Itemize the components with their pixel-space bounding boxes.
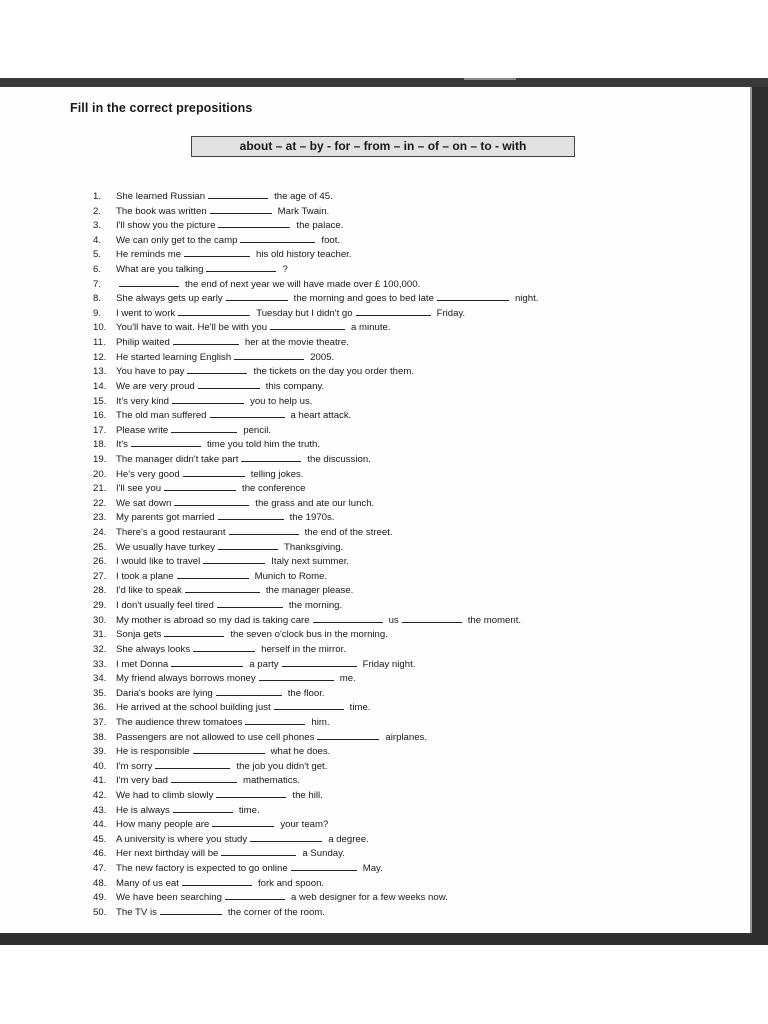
scan-bottom-border	[0, 933, 768, 945]
exercise-item	[93, 599, 538, 614]
item-number: 32.	[93, 643, 107, 655]
item-text: Daria's books are lying	[116, 687, 213, 699]
answer-blank[interactable]	[131, 438, 201, 447]
answer-blank[interactable]	[218, 511, 284, 520]
item-text: the corner of the room.	[227, 906, 325, 918]
item-number: 4.	[93, 234, 102, 246]
exercise-item	[93, 774, 538, 789]
exercise-item	[93, 497, 538, 512]
item-text: the conference	[242, 483, 306, 495]
answer-blank[interactable]	[119, 278, 179, 287]
item-text: 2005.	[310, 351, 335, 363]
item-text: The TV is	[116, 906, 157, 918]
item-text: There's a good restaurant	[116, 527, 226, 539]
answer-blank[interactable]	[182, 877, 252, 886]
exercise-item	[93, 891, 538, 906]
answer-blank[interactable]	[282, 658, 357, 667]
item-text: Tuesday but I didn't go	[256, 307, 353, 319]
item-number: 6.	[93, 264, 102, 276]
item-number: 29.	[93, 600, 107, 612]
item-text: time you told him the truth.	[206, 439, 321, 451]
item-number: 41.	[93, 775, 107, 787]
exercise-item	[93, 584, 538, 599]
answer-blank[interactable]	[221, 847, 296, 856]
exercise-item	[93, 658, 538, 673]
item-text: Please write	[116, 424, 169, 436]
item-text: the palace.	[296, 220, 344, 232]
exercise-item	[93, 365, 538, 380]
item-text: mathematics.	[242, 775, 301, 787]
item-text: It's	[116, 439, 128, 451]
scan-right-border	[752, 87, 768, 933]
answer-blank[interactable]	[437, 292, 509, 301]
item-text: time.	[349, 702, 371, 714]
answer-blank[interactable]	[198, 380, 260, 389]
item-text: you to help us.	[250, 395, 313, 407]
item-text: I met Donna	[116, 658, 169, 670]
item-number: 2.	[93, 205, 102, 217]
exercise-item	[93, 716, 538, 731]
item-text: pencil.	[243, 424, 271, 436]
exercise-item	[93, 482, 538, 497]
item-text: a degree.	[328, 833, 369, 845]
exercise-item	[93, 351, 538, 366]
item-number: 23.	[93, 512, 107, 524]
item-text: We are very proud	[116, 380, 195, 392]
item-text: the job you didn't get.	[236, 760, 328, 772]
exercise-list	[93, 190, 538, 920]
item-number: 8.	[93, 293, 102, 305]
answer-blank[interactable]	[234, 351, 304, 360]
item-text: a heart attack.	[290, 410, 352, 422]
answer-blank[interactable]	[216, 687, 282, 696]
item-text: the grass and ate our lunch.	[255, 497, 375, 509]
item-text: He arrived at the school building just	[116, 702, 271, 714]
item-text: Friday.	[436, 307, 466, 319]
scan-top-border	[0, 78, 768, 87]
item-text: him.	[311, 716, 330, 728]
exercise-item	[93, 789, 538, 804]
item-text: a web designer for a few weeks now.	[290, 892, 448, 904]
item-text: I took a plane	[116, 570, 174, 582]
item-number: 27.	[93, 570, 107, 582]
exercise-item	[93, 336, 538, 351]
item-text: Thanksgiving.	[284, 541, 344, 553]
exercise-item	[93, 833, 538, 848]
answer-blank[interactable]	[259, 672, 334, 681]
item-number: 42.	[93, 789, 107, 801]
item-text: He is responsible	[116, 746, 190, 758]
item-number: 25.	[93, 541, 107, 553]
item-text: the tickets on the day you order them.	[253, 366, 414, 378]
answer-blank[interactable]	[178, 307, 250, 316]
exercise-item	[93, 307, 538, 322]
item-text: How many people are	[116, 819, 210, 831]
exercise-item	[93, 438, 538, 453]
answer-blank[interactable]	[203, 555, 265, 564]
answer-blank[interactable]	[250, 833, 322, 842]
item-text: a Sunday.	[302, 848, 345, 860]
item-number: 10.	[93, 322, 107, 334]
exercise-item	[93, 511, 538, 526]
item-number: 31.	[93, 629, 107, 641]
exercise-item	[93, 862, 538, 877]
exercise-item	[93, 687, 538, 702]
item-text: Mark Twain.	[277, 205, 330, 217]
exercise-item	[93, 541, 538, 556]
answer-blank[interactable]	[187, 365, 247, 374]
answer-blank[interactable]	[241, 453, 301, 462]
item-text: your team?	[280, 819, 329, 831]
answer-blank[interactable]	[155, 760, 230, 769]
answer-blank[interactable]	[173, 804, 233, 813]
exercise-item	[93, 847, 538, 862]
answer-blank[interactable]	[402, 614, 462, 623]
item-number: 33.	[93, 658, 107, 670]
item-text: My mother is abroad so my dad is taking care	[116, 614, 310, 626]
item-number: 47.	[93, 863, 107, 875]
exercise-item	[93, 248, 538, 263]
item-number: 37.	[93, 716, 107, 728]
answer-blank[interactable]	[177, 570, 249, 579]
item-text: The new factory is expected to go online	[116, 863, 288, 875]
item-text: her at the movie theatre.	[244, 337, 349, 349]
exercise-item	[93, 701, 538, 716]
exercise-item	[93, 292, 538, 307]
item-text: ?	[282, 264, 288, 276]
worksheet-title: Fill in the correct prepositions	[70, 101, 253, 115]
item-number: 16.	[93, 410, 107, 422]
exercise-item	[93, 818, 538, 833]
answer-blank[interactable]	[185, 584, 260, 593]
item-text: the moment.	[467, 614, 522, 626]
item-number: 50.	[93, 906, 107, 918]
item-number: 43.	[93, 804, 107, 816]
item-text: I'll show you the picture	[116, 220, 216, 232]
exercise-item	[93, 526, 538, 541]
item-text: The audience threw tomatoes	[116, 716, 243, 728]
item-number: 3.	[93, 220, 102, 232]
item-text: She learned Russian	[116, 191, 206, 202]
item-number: 34.	[93, 673, 107, 685]
item-number: 19.	[93, 453, 107, 465]
item-number: 18.	[93, 439, 107, 451]
exercise-item	[93, 190, 538, 205]
answer-blank[interactable]	[210, 205, 272, 214]
exercise-item	[93, 234, 538, 249]
item-text: It's very kind	[116, 395, 170, 407]
item-number: 7.	[93, 278, 102, 290]
exercise-item	[93, 760, 538, 775]
item-text: The manager didn't take part	[116, 453, 239, 465]
item-text: the manager please.	[265, 585, 354, 597]
item-text: Italy next summer.	[271, 556, 350, 568]
item-text: a minute.	[351, 322, 391, 334]
exercise-item	[93, 263, 538, 278]
scan-mark	[464, 78, 516, 80]
item-text: We sat down	[116, 497, 172, 509]
exercise-item	[93, 731, 538, 746]
item-text: Munich to Rome.	[254, 570, 328, 582]
item-text: You have to pay	[116, 366, 185, 378]
answer-blank[interactable]	[183, 468, 245, 477]
item-text: Friday night.	[362, 658, 416, 670]
item-text: We had to climb slowly	[116, 789, 214, 801]
item-text: I'll see you	[116, 483, 162, 495]
answer-blank[interactable]	[164, 482, 236, 491]
exercise-item	[93, 468, 538, 483]
item-text: airplanes.	[385, 731, 428, 743]
exercise-item	[93, 555, 538, 570]
item-text: You'll have to wait. He'll be with you	[116, 322, 268, 334]
item-number: 46.	[93, 848, 107, 860]
answer-blank[interactable]	[291, 862, 357, 871]
exercise-item	[93, 570, 538, 585]
item-number: 35.	[93, 687, 107, 699]
item-text: the hill.	[292, 789, 323, 801]
item-text: the end of the street.	[304, 527, 393, 539]
answer-blank[interactable]	[193, 745, 265, 754]
item-text: The book was written	[116, 205, 207, 217]
answer-blank[interactable]	[171, 774, 237, 783]
answer-blank[interactable]	[171, 658, 243, 667]
item-number: 48.	[93, 877, 107, 889]
item-text: Philip waited	[116, 337, 170, 349]
answer-blank[interactable]	[208, 190, 268, 199]
item-text: We usually have turkey	[116, 541, 216, 553]
answer-blank[interactable]	[240, 234, 315, 243]
item-text: I'd like to speak	[116, 585, 182, 597]
exercise-item	[93, 672, 538, 687]
answer-blank[interactable]	[218, 219, 290, 228]
answer-blank[interactable]	[274, 701, 344, 710]
item-text: the morning.	[288, 600, 343, 612]
exercise-item	[93, 278, 538, 293]
answer-blank[interactable]	[206, 263, 276, 272]
item-text: Her next birthday will be	[116, 848, 219, 860]
item-text: what he does.	[270, 746, 331, 758]
exercise-item	[93, 614, 538, 629]
item-number: 5.	[93, 249, 102, 261]
answer-blank[interactable]	[174, 497, 249, 506]
item-text: Sonja gets	[116, 629, 162, 641]
item-number: 20.	[93, 468, 107, 480]
item-number: 15.	[93, 395, 107, 407]
exercise-item	[93, 804, 538, 819]
item-number: 21.	[93, 483, 107, 495]
item-text: the age of 45.	[274, 191, 333, 202]
item-text: I went to work	[116, 307, 176, 319]
exercise-item	[93, 395, 538, 410]
item-text: He started learning English	[116, 351, 232, 363]
item-number: 24.	[93, 527, 107, 539]
item-text: I'm sorry	[116, 760, 153, 772]
answer-blank[interactable]	[216, 789, 286, 798]
item-text: A university is where you study	[116, 833, 248, 845]
item-text: He reminds me	[116, 249, 182, 261]
answer-blank[interactable]	[160, 906, 222, 915]
exercise-item	[93, 745, 538, 760]
item-text: We have been searching	[116, 892, 222, 904]
item-text: the morning and goes to bed late	[293, 293, 434, 305]
item-number: 44.	[93, 819, 107, 831]
item-text: this company.	[265, 380, 325, 392]
exercise-item	[93, 219, 538, 234]
item-text: the 1970s.	[289, 512, 335, 524]
item-text: May.	[362, 863, 383, 875]
answer-blank[interactable]	[229, 526, 299, 535]
exercise-item	[93, 628, 538, 643]
item-text: a party	[249, 658, 279, 670]
item-text: the end of next year we will have made over £ 100,000.	[185, 278, 421, 290]
answer-blank[interactable]	[217, 599, 283, 608]
answer-blank[interactable]	[245, 716, 305, 725]
item-text: me.	[339, 673, 356, 685]
item-number: 13.	[93, 366, 107, 378]
answer-blank[interactable]	[171, 424, 237, 433]
item-number: 14.	[93, 380, 107, 392]
item-text: the seven o'clock bus in the morning.	[230, 629, 388, 641]
item-number: 49.	[93, 892, 107, 904]
item-text: We can only get to the camp	[116, 234, 238, 246]
item-number: 45.	[93, 833, 107, 845]
item-number: 26.	[93, 556, 107, 568]
exercise-item	[93, 380, 538, 395]
answer-blank[interactable]	[164, 628, 224, 637]
item-number: 9.	[93, 307, 102, 319]
item-number: 22.	[93, 497, 107, 509]
item-text: I would like to travel	[116, 556, 201, 568]
exercise-item	[93, 321, 538, 336]
item-text: He is always	[116, 804, 170, 816]
item-number: 39.	[93, 746, 107, 758]
answer-blank[interactable]	[193, 643, 255, 652]
item-number: 28.	[93, 585, 107, 597]
answer-blank[interactable]	[317, 731, 379, 740]
exercise-item	[93, 643, 538, 658]
answer-blank[interactable]	[226, 292, 288, 301]
answer-blank[interactable]	[225, 891, 285, 900]
item-text: the discussion.	[307, 453, 371, 465]
answer-blank[interactable]	[270, 321, 345, 330]
item-text: I don't usually feel tired	[116, 600, 214, 612]
item-text: What are you talking	[116, 264, 204, 276]
item-text: us	[388, 614, 399, 626]
item-text: the floor.	[287, 687, 325, 699]
word-bank: about – at – by - for – from – in – of – on – to - with	[191, 136, 575, 157]
item-text: He's very good	[116, 468, 180, 480]
answer-blank[interactable]	[356, 307, 431, 316]
answer-blank[interactable]	[184, 248, 250, 257]
item-number: 38.	[93, 731, 107, 743]
answer-blank[interactable]	[173, 336, 239, 345]
item-number: 40.	[93, 760, 107, 772]
answer-blank[interactable]	[210, 409, 285, 418]
item-text: his old history teacher.	[256, 249, 352, 261]
item-text: The old man suffered	[116, 410, 207, 422]
answer-blank[interactable]	[172, 395, 244, 404]
exercise-item	[93, 424, 538, 439]
item-text: foot.	[321, 234, 341, 246]
item-number: 30.	[93, 614, 107, 626]
exercise-item	[93, 453, 538, 468]
exercise-item	[93, 409, 538, 424]
item-number: 12.	[93, 351, 107, 363]
item-text: My parents got married	[116, 512, 215, 524]
answer-blank[interactable]	[218, 541, 278, 550]
item-text: Many of us eat	[116, 877, 179, 889]
exercise-item	[93, 205, 538, 220]
item-number: 11.	[93, 337, 106, 349]
item-text: fork and spoon.	[257, 877, 325, 889]
item-text: Passengers are not allowed to use cell phones	[116, 731, 315, 743]
item-number: 17.	[93, 424, 107, 436]
item-number: 36.	[93, 702, 107, 714]
answer-blank[interactable]	[212, 818, 274, 827]
item-text: My friend always borrows money	[116, 673, 256, 685]
exercise-item	[93, 877, 538, 892]
item-text: She always gets up early	[116, 293, 223, 305]
item-number: 1.	[93, 191, 102, 202]
item-text: I'm very bad	[116, 775, 168, 787]
item-text: time.	[238, 804, 260, 816]
answer-blank[interactable]	[313, 614, 383, 623]
item-text: herself in the mirror.	[261, 643, 346, 655]
item-text: night.	[514, 293, 539, 305]
item-text: telling jokes.	[250, 468, 304, 480]
exercise-item	[93, 906, 538, 921]
item-text: She always looks	[116, 643, 191, 655]
